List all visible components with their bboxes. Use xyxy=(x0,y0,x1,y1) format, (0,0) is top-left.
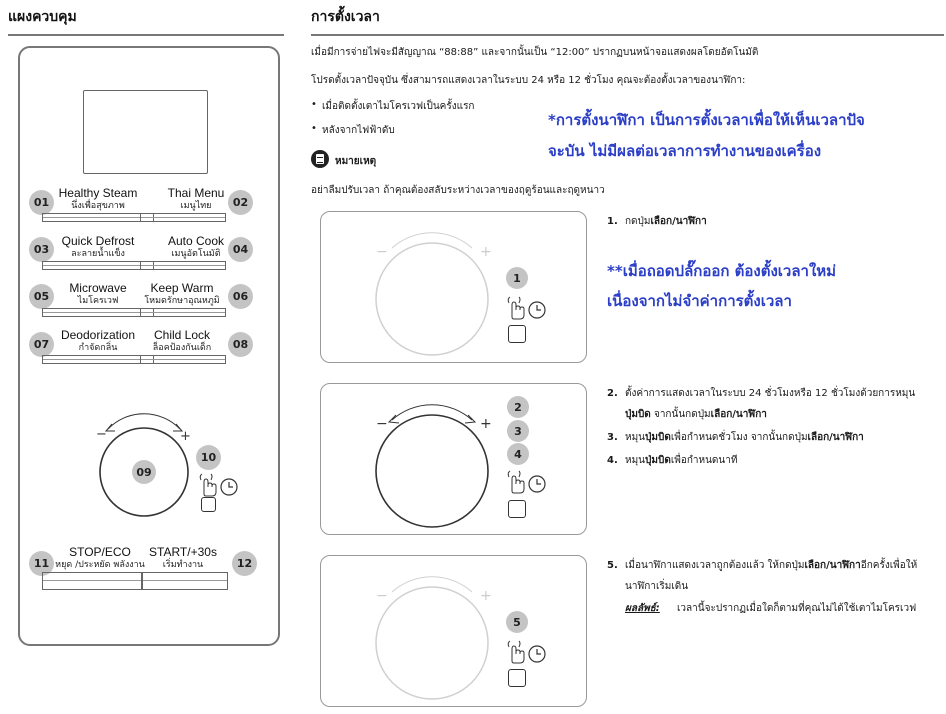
note-text: อย่าลืมปรับเวลา ถ้าคุณต้องสลับระหว่างเวลาของฤดูร้อนและฤดูหนาว xyxy=(311,185,605,196)
label-number-04: 04 xyxy=(228,237,253,262)
label-number-11: 11 xyxy=(29,551,54,576)
hand-press-icon xyxy=(508,297,524,319)
step-number-badge: 3 xyxy=(507,420,529,442)
start-label: START/+30s เริ่มทำงาน xyxy=(149,545,217,570)
square-button xyxy=(508,669,526,687)
display-screen xyxy=(83,90,208,174)
svg-text:−: − xyxy=(376,416,388,432)
note-icon xyxy=(311,150,329,168)
result-label: ผลลัพธ์: xyxy=(625,603,660,614)
clock-icon xyxy=(221,479,237,495)
blue-annotation-line: จะบัน ไม่มีผลต่อเวลาการทำงานของเครื่อง xyxy=(548,142,822,160)
label-number-02: 02 xyxy=(228,190,253,215)
step-1-text: 1. กดปุ่มเลือก/นาฬิกา xyxy=(607,216,707,227)
child-lock-button[interactable] xyxy=(140,355,226,364)
auto-cook-label: Auto Cook เมนูอัตโนมัติ xyxy=(167,234,225,259)
step-5-text-cont: นาฬิกาเริ่มเดิน xyxy=(625,581,689,592)
thai-menu-button[interactable] xyxy=(140,213,226,222)
quick-defrost-button[interactable] xyxy=(42,261,154,270)
svg-text:+: + xyxy=(480,588,492,604)
dial-arrowhead-left xyxy=(106,424,115,431)
quick-defrost-label: Quick Defrost ละลายน้ำแข็ง xyxy=(61,234,135,259)
clock-icon xyxy=(529,476,545,492)
stop-eco-button[interactable] xyxy=(42,572,142,590)
intro-paragraph-2: โปรดตั้งเวลาปัจจุบัน ซึ่งสามารถแสดงเวลาในระบบ 24 หรือ 12 ชั่วโมง คุณจะต้องตั้งเวลาของนาฬิกา: xyxy=(311,75,746,86)
control-panel xyxy=(18,46,280,646)
set-clock-heading: การตั้งเวลา xyxy=(311,9,380,25)
step-3-text: 3. หมุนปุ่มบิดเพื่อกำหนดชั่วโมง จากนั้นกดปุ่มเลือก/นาฬิกา xyxy=(607,432,864,443)
label-number-07: 07 xyxy=(29,332,54,357)
square-button xyxy=(508,500,526,518)
label-number-05: 05 xyxy=(29,284,54,309)
step-number-badge: 5 xyxy=(506,611,528,633)
step-2-text-cont: ปุ่มบิด จากนั้นกดปุ่มเลือก/นาฬิกา xyxy=(625,409,767,420)
clock-icon xyxy=(529,302,545,318)
select-clock-button xyxy=(506,469,548,495)
hand-press-icon xyxy=(508,641,524,663)
clock-icon xyxy=(529,646,545,662)
step-2-text: 2. ตั้งค่าการแสดงเวลาในระบบ 24 ชั่วโมงหรือ 12 ชั่วโมงด้วยการหมุน xyxy=(607,388,916,399)
svg-text:−: − xyxy=(376,588,388,604)
step-number-badge: 1 xyxy=(506,267,528,289)
healthy-steam-label: Healthy Steam นึ่งเพื่อสุขภาพ xyxy=(58,186,138,211)
label-number-12: 12 xyxy=(232,551,257,576)
label-number-01: 01 xyxy=(29,190,54,215)
heading-divider xyxy=(311,34,944,36)
select-clock-button[interactable] xyxy=(198,472,240,498)
label-number-08: 08 xyxy=(228,332,253,357)
deodorization-button[interactable] xyxy=(42,355,154,364)
control-panel-heading: แผงควบคุม xyxy=(8,9,77,25)
step-5-text: 5. เมื่อนาฬิกาแสดงเวลาถูกต้องแล้ว ให้กดปุ่มเลือก/นาฬิกาอีกครั้งเพื่อให้ xyxy=(607,560,918,571)
start-button[interactable] xyxy=(142,572,228,590)
dial-rotation-arrow xyxy=(108,414,180,429)
square-button xyxy=(508,325,526,343)
heading-divider xyxy=(8,34,284,36)
select-clock-button xyxy=(506,295,548,321)
auto-cook-button[interactable] xyxy=(140,261,226,270)
child-lock-label: Child Lock ล็อคป้องกันเด็ก xyxy=(152,328,212,353)
select-clock-button xyxy=(506,639,548,665)
dial-number: 09 xyxy=(136,466,152,479)
label-number-03: 03 xyxy=(29,237,54,262)
bullet-item: เมื่อติดตั้งเตาไมโครเวฟเป็นครั้งแรก xyxy=(322,101,475,112)
blue-annotation-line: *การตั้งนาฬิกา เป็นการตั้งเวลาเพื่อให้เห็นเวลาปัจ xyxy=(548,111,865,129)
label-number-06: 06 xyxy=(228,284,253,309)
deodorization-label: Deodorization กำจัดกลิ่น xyxy=(60,328,136,353)
microwave-button[interactable] xyxy=(42,308,154,317)
bullet-dot: • xyxy=(311,99,317,110)
dial-minus-sign: − xyxy=(96,427,107,442)
step-number-badge: 2 xyxy=(507,396,529,418)
keep-warm-button[interactable] xyxy=(140,308,226,317)
bullet-dot: • xyxy=(311,123,317,134)
label-number-10: 10 xyxy=(196,445,221,470)
dial-illustration xyxy=(368,402,498,530)
step-diagram-2 xyxy=(320,383,587,535)
svg-text:+: + xyxy=(480,416,492,432)
microwave-label: Microwave ไมโครเวฟ xyxy=(69,281,127,306)
blue-annotation-line: **เมื่อถอดปลั๊กออก ต้องตั้งเวลาใหม่ xyxy=(607,262,837,280)
svg-text:+: + xyxy=(480,244,492,260)
dial-illustration xyxy=(368,574,498,702)
thai-menu-label: Thai Menu เมนูไทย xyxy=(167,186,225,211)
step-4-text: 4. หมุนปุ่มบิดเพื่อกำหนดนาที xyxy=(607,455,738,466)
step-diagram-3 xyxy=(320,555,587,707)
svg-text:−: − xyxy=(376,244,388,260)
dial-knob[interactable] xyxy=(90,412,210,522)
stop-eco-label: STOP/ECO หยุด /ประหยัด พลังงาน xyxy=(55,545,145,570)
healthy-steam-button[interactable] xyxy=(42,213,154,222)
keep-warm-label: Keep Warm โหมดรักษาอุณหภูมิ xyxy=(144,281,220,306)
hand-press-icon xyxy=(200,474,216,496)
result-text: เวลานี้จะปรากฏเมื่อใดก็ตามที่คุณไม่ได้ใช้เตาไมโครเวฟ xyxy=(677,603,917,614)
dial-illustration xyxy=(368,230,498,358)
hand-press-icon xyxy=(508,471,524,493)
bullet-item: หลังจากไฟฟ้าดับ xyxy=(322,125,395,136)
intro-paragraph-1: เมื่อมีการจ่ายไฟจะมีสัญญาณ “88:88” และจากนั้นเป็น “12:00” ปรากฏบนหน้าจอแสดงผลโดยอัตโนมัติ xyxy=(311,47,759,58)
note-title: หมายเหตุ xyxy=(335,156,377,167)
dial-plus-sign: + xyxy=(180,429,191,444)
blue-annotation-line: เนื่องจากไม่จำค่าการตั้งเวลา xyxy=(607,292,792,310)
step-diagram-1 xyxy=(320,211,587,363)
square-button[interactable] xyxy=(201,497,216,512)
step-number-badge: 4 xyxy=(507,443,529,465)
